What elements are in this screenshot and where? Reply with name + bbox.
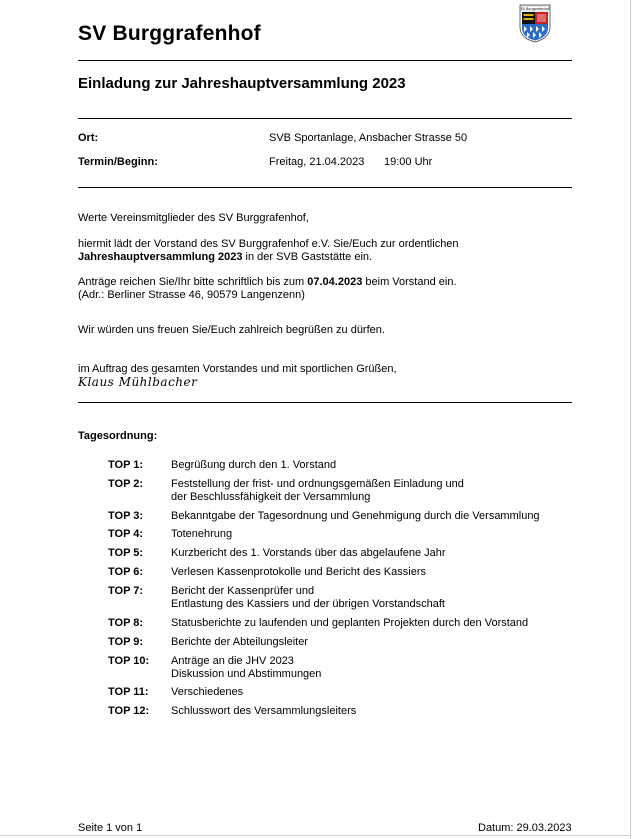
agenda-item-line1: Bericht der Kassenprüfer und — [171, 585, 315, 597]
agenda-item-number: TOP 5: — [108, 547, 144, 559]
divider-header — [78, 60, 572, 61]
agenda-item-number: TOP 8: — [108, 617, 144, 629]
agenda-item-number: TOP 7: — [108, 585, 144, 597]
agenda-item-line2: Diskussion und Abstimmungen — [171, 667, 322, 680]
agenda-item-number: TOP 9: — [108, 636, 144, 648]
letter-paragraph-1 — [78, 238, 572, 264]
ort-label: Ort: — [78, 132, 99, 144]
page-edge-bottom — [0, 835, 631, 836]
letter-p2-post: beim Vorstand ein. — [362, 276, 457, 288]
letter-p2-line2: (Adr.: Berliner Strasse 46, 90579 Langenzenn) — [78, 289, 305, 301]
agenda-item-number: TOP 3: — [108, 510, 144, 522]
document-title: Einladung zur Jahreshauptversammlung 2023 — [78, 75, 406, 92]
divider-letter — [78, 402, 572, 403]
agenda-item-number: TOP 6: — [108, 566, 144, 578]
agenda-item-line1: Verlesen Kassenprotokolle und Bericht des Kassiers — [171, 566, 426, 578]
footer-date: Datum: 29.03.2023 — [478, 822, 572, 834]
termin-time: 19:00 Uhr — [384, 156, 433, 168]
agenda-item-line1: Kurzbericht des 1. Vorstands über das abgelaufene Jahr — [171, 547, 446, 559]
agenda-item-text — [171, 478, 591, 503]
termin-date: Freitag, 21.04.2023 — [269, 156, 365, 168]
agenda-item-line1: Verschiedenes — [171, 686, 244, 698]
letter-p1-line2 — [78, 251, 572, 264]
crest-lettering: SV Burggrafenhof — [520, 7, 550, 11]
page-edge-right — [630, 0, 631, 839]
letter-closing: im Auftrag des gesamten Vorstandes und mit sportlichen Grüßen, — [78, 363, 397, 375]
agenda-item-text — [171, 510, 591, 523]
agenda-item-line1: Anträge an die JHV 2023 — [171, 655, 294, 667]
agenda-item-text — [171, 617, 591, 630]
agenda-item-text — [171, 459, 591, 472]
agenda-item-line1: Feststellung der frist- und ordnungsgemäßen Einladung und — [171, 478, 464, 490]
letter-paragraph-3: Wir würden uns freuen Sie/Euch zahlreich begrüßen zu dürfen. — [78, 324, 385, 336]
agenda-item-line1: Berichte der Abteilungsleiter — [171, 636, 308, 648]
letter-p1-rest: in der SVB Gaststätte ein. — [242, 251, 373, 263]
agenda-heading: Tagesordnung: — [78, 430, 158, 442]
club-name: SV Burggrafenhof — [78, 22, 261, 45]
agenda-item-line1: Bekanntgabe der Tagesordnung und Genehmigung durch die Versammlung — [171, 510, 540, 522]
agenda-item-text — [171, 566, 591, 579]
divider-details — [78, 187, 572, 188]
agenda-item-line1: Statusberichte zu laufenden und geplanten Projekten durch den Vorstand — [171, 617, 529, 629]
termin-label: Termin/Beginn: — [78, 156, 158, 168]
agenda-item-number: TOP 2: — [108, 478, 144, 490]
agenda-item-number: TOP 4: — [108, 528, 144, 540]
agenda-item-text — [171, 636, 591, 649]
letter-paragraph-2 — [78, 276, 572, 302]
agenda-item-line1: Begrüßung durch den 1. Vorstand — [171, 459, 337, 471]
signature: Klaus Mühlbacher — [78, 375, 198, 389]
letter-greeting: Werte Vereinsmitglieder des SV Burggrafenhof, — [78, 212, 309, 224]
letter-p1-bold: Jahreshauptversammlung 2023 — [78, 251, 243, 263]
club-crest-icon — [518, 3, 552, 43]
agenda-item-line1: Schlusswort des Versammlungsleiters — [171, 705, 357, 717]
agenda-item-text — [171, 585, 591, 610]
letter-p2-line1 — [78, 276, 572, 289]
agenda-item-text — [171, 686, 591, 699]
letter-p2-bold: 07.04.2023 — [307, 276, 363, 288]
agenda-item-number: TOP 12: — [108, 705, 150, 717]
footer-page: Seite 1 von 1 — [78, 822, 143, 834]
agenda-item-text — [171, 655, 591, 680]
agenda-item-line2: Entlastung des Kassiers und der übrigen Vorstandschaft — [171, 597, 445, 610]
agenda-item-number: TOP 11: — [108, 686, 149, 698]
letter-p1-line1: hiermit lädt der Vorstand des SV Burggrafenhof e.V. Sie/Euch zur ordentlichen — [78, 238, 459, 250]
agenda-item-text — [171, 547, 591, 560]
ort-value: SVB Sportanlage, Ansbacher Strasse 50 — [269, 132, 468, 144]
agenda-item-text — [171, 528, 591, 541]
agenda-item-line1: Totenehrung — [171, 528, 233, 540]
agenda-item-number: TOP 1: — [108, 459, 144, 471]
agenda-item-text — [171, 705, 591, 718]
agenda-item-line2: der Beschlussfähigkeit der Versammlung — [171, 490, 371, 503]
agenda-item-number: TOP 10: — [108, 655, 150, 667]
divider-title — [78, 118, 572, 119]
letter-p2-pre: Anträge reichen Sie/Ihr bitte schriftlich bis zum — [78, 276, 308, 288]
